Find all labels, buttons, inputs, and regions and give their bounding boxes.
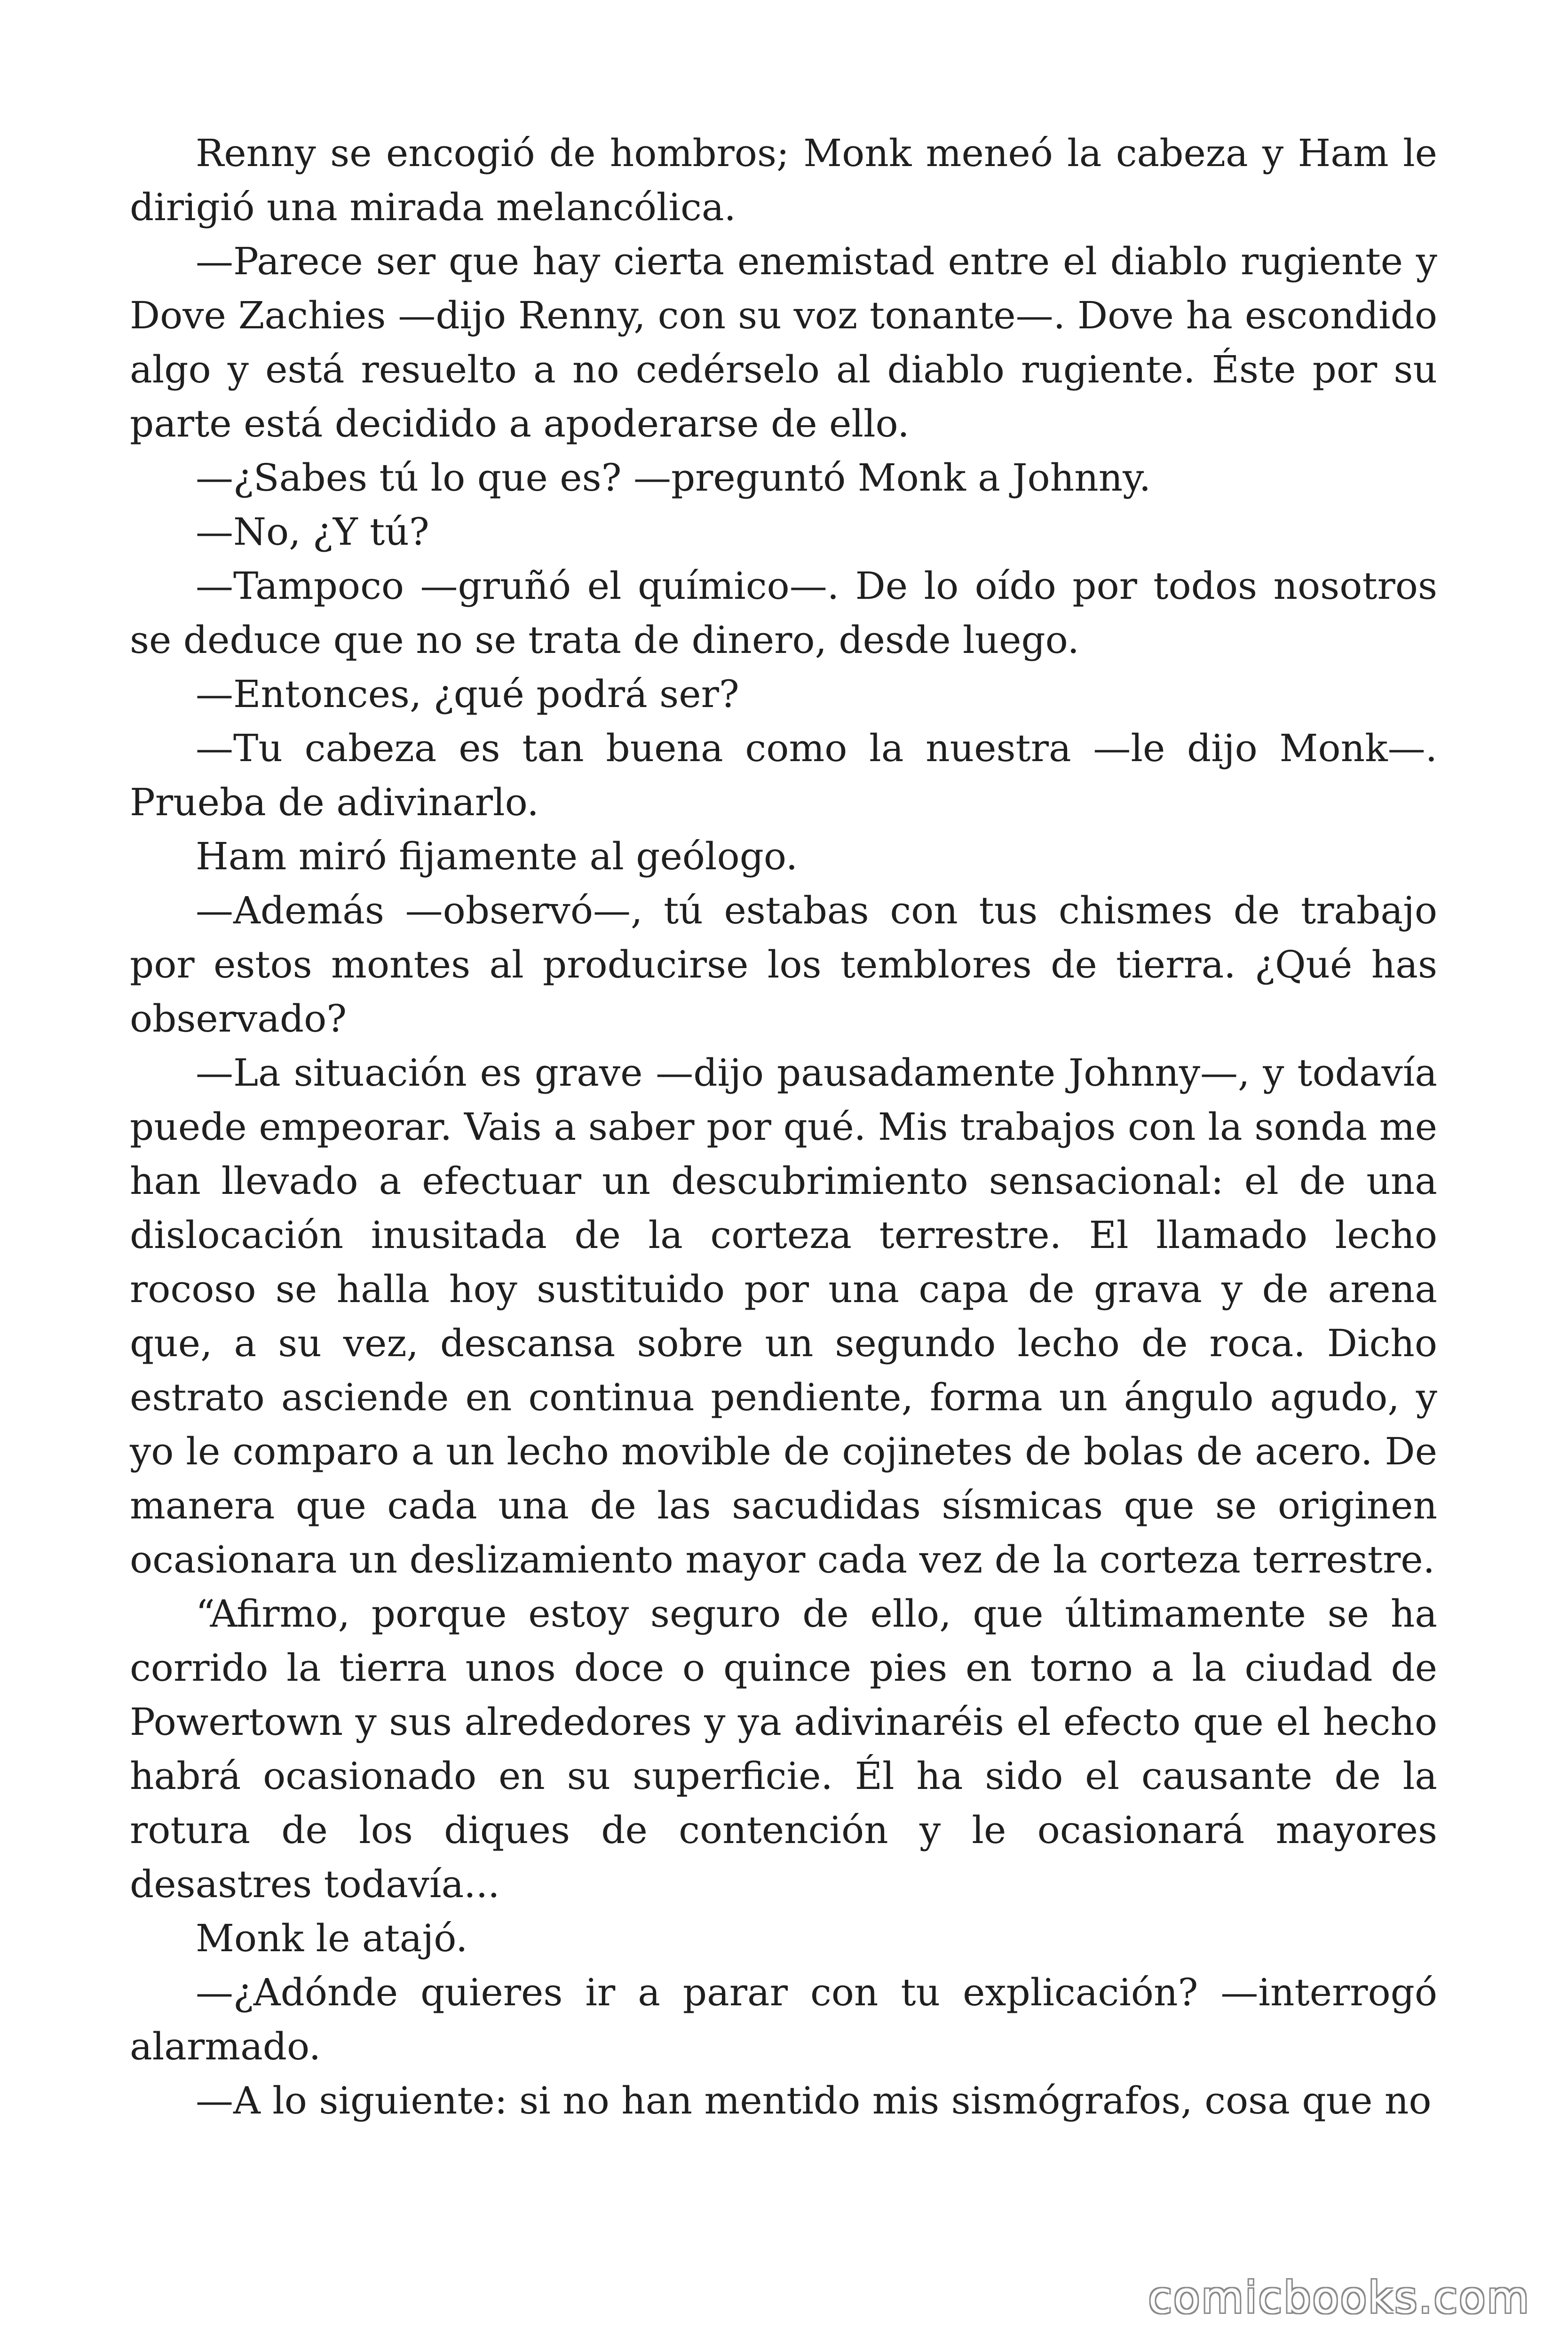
paragraph: —La situación es grave —dijo pausadamente Johnny—, y todavía puede empeorar. Vais a saber por qué. Mis trabajos con la sonda me han llevado a efectuar un descubrimiento sensacional: el de una dislocación inusitada de la corteza terrestre. El llamado lecho rocoso se halla hoy sustituido por una capa de grava y de arena que, a su vez, descansa sobre un segundo lecho de roca. Dicho estrato asciende en continua pendiente, forma un ángulo agudo, y yo le comparo a un lecho movible de cojinetes de bolas de acero. De manera que cada una de las sacudidas sísmicas que se originen ocasionara un deslizamiento mayor cada vez de la corteza terrestre. — [130, 1051, 1437, 1581]
paragraph: “Afirmo, porque estoy seguro de ello, que últimamente se ha corrido la tierra unos doce o quince pies en torno a la ciudad de Powertown y sus alrededores y ya adivinaréis el efecto que el hecho habrá ocasionado en su superficie. Él ha sido el causante de la rotura de los diques de contención y le ocasionará mayores desastres todavía... — [130, 1592, 1437, 1906]
paragraph: —Además —observó—, tú estabas con tus chismes de trabajo por estos montes al producirse los temblores de tierra. ¿Qué has observado? — [130, 889, 1437, 1041]
paragraph: —¿Sabes tú lo que es? —preguntó Monk a Johnny. — [196, 456, 1151, 500]
paragraph: —Entonces, ¿qué podrá ser? — [196, 672, 739, 716]
paragraph: Ham miró fijamente al geólogo. — [196, 834, 798, 878]
paragraph: —No, ¿Y tú? — [196, 510, 429, 554]
watermark: comicbooks.com — [1148, 2273, 1530, 2323]
paragraph: —Tu cabeza es tan buena como la nuestra —le dijo Monk—. Prueba de adivinarlo. — [130, 726, 1437, 824]
paragraph: —¿Adónde quieres ir a parar con tu explicación? —interrogó alarmado. — [130, 1971, 1437, 2068]
paragraph: Monk le atajó. — [196, 1916, 468, 1960]
paragraph: —Tampoco —gruñó el químico—. De lo oído por todos nosotros se deduce que no se trata de dinero, desde luego. — [130, 564, 1437, 662]
page-body-text — [130, 126, 1437, 2128]
paragraph: —A lo siguiente: si no han mentido mis sismógrafos, cosa que no — [196, 2079, 1432, 2122]
paragraph: Renny se encogió de hombros; Monk meneó la cabeza y Ham le dirigió una mirada melancólica. — [130, 131, 1437, 229]
paragraph: —Parece ser que hay cierta enemistad entre el diablo rugiente y Dove Zachies —dijo Renny, con su voz tonante—. Dove ha escondido algo y está resuelto a no cedérselo al diablo rugiente. Éste por su parte está decidido a apoderarse de ello. — [130, 239, 1437, 445]
